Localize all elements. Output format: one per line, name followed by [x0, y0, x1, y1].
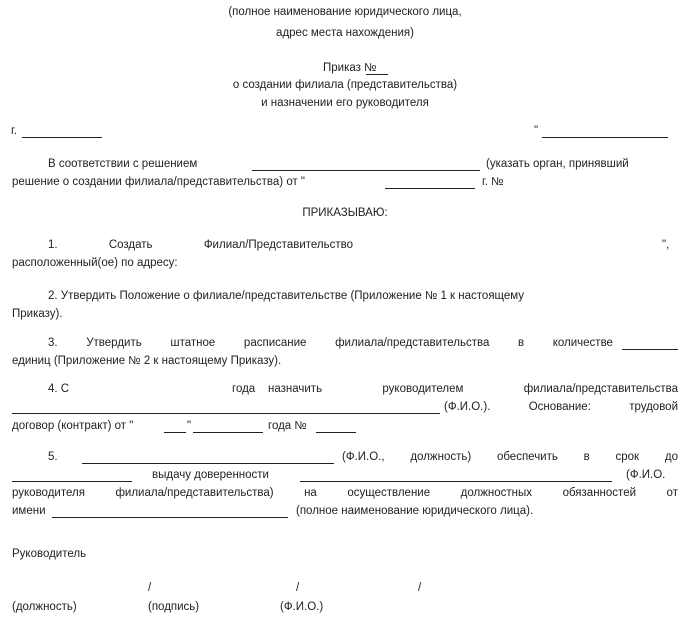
date-blank [542, 137, 668, 138]
item-4-quote: " [187, 420, 192, 432]
order-title: Приказ № [323, 62, 377, 74]
signature-label: (подпись) [148, 601, 200, 613]
item-2-line-1: 2. Утвердить Положение о филиале/представительстве (Приложение № 1 к настоящему [48, 290, 525, 302]
item-5-entity-caption: (полное наименование юридического лица). [296, 505, 534, 517]
item-1-word: Филиал/Представительство [203, 239, 353, 251]
item-4-name-blank [12, 413, 440, 414]
item-3-word: филиала/представительства [335, 337, 490, 349]
item-4-line-2 [444, 401, 678, 413]
item-5-word: филиала/представительства) [115, 487, 274, 499]
item-5-word: от [666, 487, 678, 499]
item-4-year: года [232, 383, 256, 395]
item-5-word: на [304, 487, 317, 499]
item-5-word: руководителя [12, 487, 85, 499]
date-quote: " [534, 125, 539, 137]
item-3-line-2: единиц (Приложение № 2 к настоящему Приказу). [12, 355, 282, 367]
item-5-word: в [583, 451, 590, 463]
preamble-line-2: решение о создании филиала/представительства) от " [12, 176, 306, 188]
item-4-number-blank [316, 432, 356, 433]
entity-address-caption: адрес места нахождения) [276, 27, 414, 39]
item-3-word: расписание [243, 337, 307, 349]
item-5-word: обязанностей [562, 487, 637, 499]
item-5-entity-blank [52, 517, 288, 518]
item-1-line-2: расположенный(ое) по адресу: [12, 257, 178, 269]
order-heading: ПРИКАЗЫВАЮ: [302, 207, 388, 219]
item-3-line-1 [48, 337, 613, 349]
preamble-line-1-right: (указать орган, принявший [486, 158, 629, 170]
preamble-line-1: В соответствии с решением [48, 158, 198, 170]
item-1-quote: ", [662, 239, 670, 251]
signature-slash: / [296, 582, 300, 594]
order-number-blank [366, 74, 388, 75]
item-5-word: осуществление [347, 487, 431, 499]
item-4-word: руководителем [382, 383, 464, 395]
city-blank [22, 137, 102, 138]
item-4-month-blank [193, 432, 263, 433]
item-3-number: 3. [48, 337, 58, 349]
name-label: (Ф.И.О.) [280, 601, 324, 613]
item-4-line-1 [268, 383, 678, 395]
item-4-word: (Ф.И.О.). [444, 401, 491, 413]
item-5-person-blank [82, 463, 334, 464]
item-5-line-3 [12, 487, 678, 499]
item-4-contract: договор (контракт) от " [12, 420, 134, 432]
entity-name-caption: (полное наименование юридического лица, [228, 6, 462, 18]
order-subtitle: о создании филиала (представительства) [232, 79, 458, 91]
signature-slash: / [418, 582, 422, 594]
item-5-word: (Ф.И.О., [342, 451, 385, 463]
item-5-word: до [664, 451, 678, 463]
item-5-line-1 [342, 451, 678, 463]
item-5-name-of: имени [12, 505, 46, 517]
item-5-deadline-blank [12, 481, 132, 482]
item-4-day-blank [164, 432, 186, 433]
item-1-number: 1. [48, 239, 58, 251]
order-subtitle-2: и назначении его руководителя [261, 97, 429, 109]
item-5-word: должностных [460, 487, 533, 499]
item-3-word: Утвердить [86, 337, 142, 349]
signature-slash: / [148, 582, 152, 594]
item-5-head-blank [300, 481, 612, 482]
preamble-number: г. № [482, 176, 504, 188]
preamble-date-blank [385, 188, 475, 189]
item-3-word: в [517, 337, 525, 349]
item-4-contract-number: года № [268, 420, 307, 432]
item-3-word: штатное [170, 337, 216, 349]
item-3-count-blank [622, 349, 678, 350]
item-1-line-1 [48, 239, 353, 251]
item-4-word: Основание: [528, 401, 591, 413]
item-4-word: филиала/представительства [523, 383, 678, 395]
item-1-word: Создать [108, 239, 153, 251]
item-4-start: 4. С [48, 383, 70, 395]
item-5-head-caption: (Ф.И.О. [626, 469, 666, 481]
item-5-word: обеспечить [496, 451, 558, 463]
item-5-number: 5. [48, 451, 58, 463]
item-4-word: трудовой [629, 401, 678, 413]
item-5-word: должность) [410, 451, 472, 463]
signature-heading: Руководитель [12, 548, 87, 560]
city-mark: г. [11, 125, 17, 137]
item-2-line-2: Приказу). [12, 308, 63, 320]
item-4-word: назначить [268, 383, 323, 395]
position-label: (должность) [12, 601, 77, 613]
item-5-word: срок [615, 451, 640, 463]
preamble-blank [252, 170, 480, 171]
item-3-word: количестве [552, 337, 613, 349]
item-5-power: выдачу доверенности [152, 469, 269, 481]
